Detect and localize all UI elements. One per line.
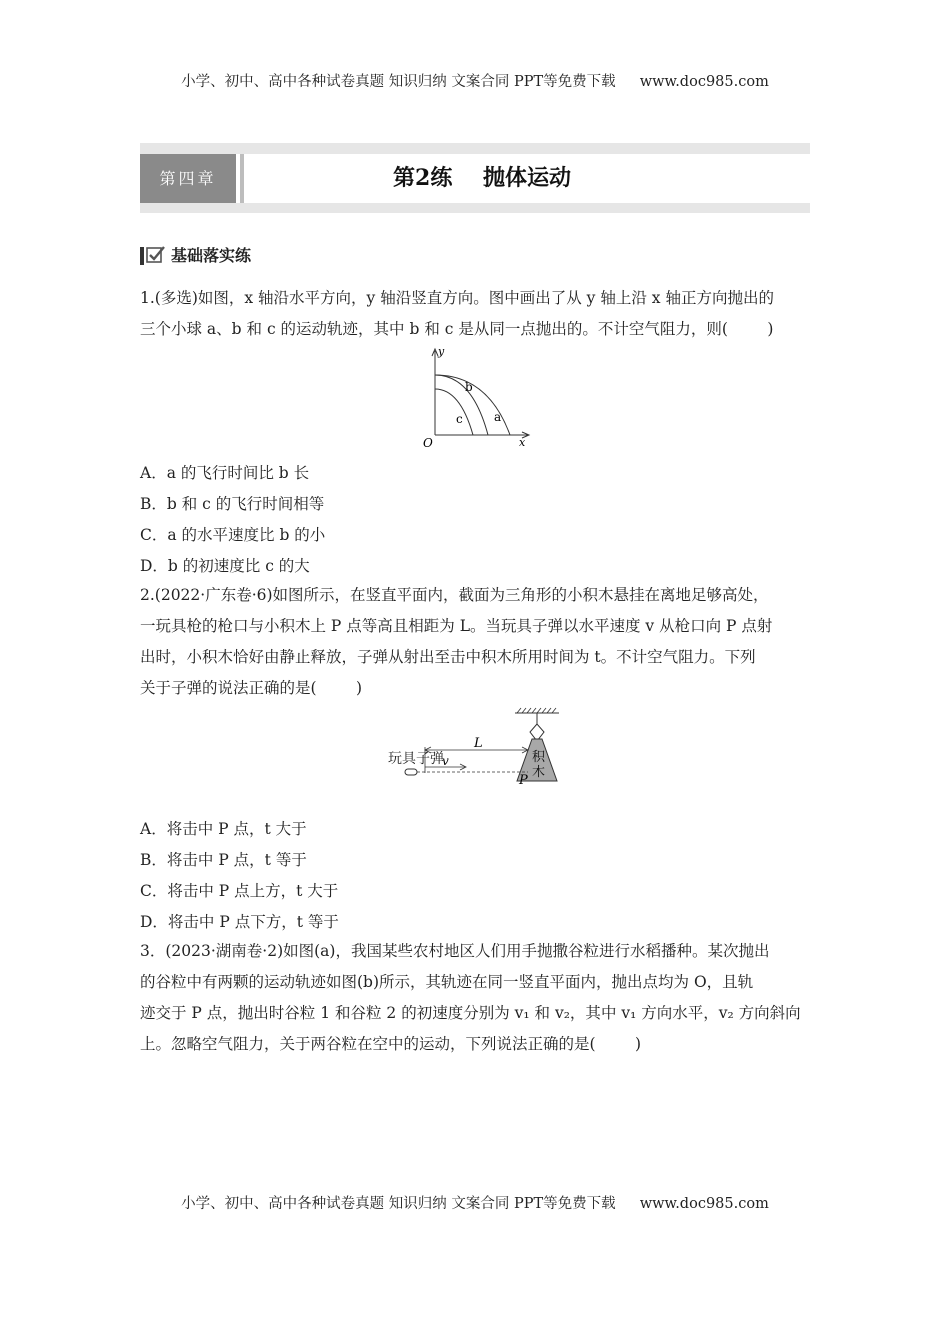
q3-line3: 迹交于 P 点，抛出时谷粒 1 和谷粒 2 的初速度分别为 v₁ 和 v₂，其中 v₁ 方向水平，v₂ 方向斜向 [140,1004,801,1022]
lesson-title: 第2练 抛体运动 [393,165,571,191]
q2-ceiling-hatch [517,708,556,713]
chapter-banner [140,143,810,213]
q2-clamp [530,724,544,741]
q1-option-a[interactable]: A．a 的飞行时间比 b 长 [140,464,310,482]
q2-block-label-1: 积 [532,750,546,765]
q2-gun-label: 玩具子弹 [388,751,444,767]
q2-line3: 出时，小积木恰好由静止释放，子弹从射出至击中积木所用时间为 t。不计空气阻力。下列 [140,648,756,666]
q2-line4: 关于子弹的说法正确的是( ) [140,679,363,697]
q3-line4: 上。忽略空气阻力，关于两谷粒在空中的运动，下列说法正确的是( ) [140,1035,642,1053]
footer-site: www.doc985.com [639,1196,769,1212]
q1-label-b: b [465,380,473,394]
q3-stem [140,936,812,1060]
q1-line1: 1.(多选)如图，x 轴沿水平方向，y 轴沿竖直方向。图中画出了从 y 轴上沿 x 轴正方向抛出的 [140,289,774,307]
header-site: www.doc985.com [639,74,769,90]
q3-line1: 3．(2023·湖南卷·2)如图(a)，我国某些农村地区人们用手抛撒谷粒进行水稻播种。某次抛出 [140,942,770,960]
q2-label-P: P [519,773,528,785]
q2-block-label-2: 木 [532,765,546,780]
section-label: 基础落实练 [171,246,252,265]
q1-label-c: c [456,412,463,426]
q1-option-d[interactable]: D．b 的初速度比 c 的大 [140,557,310,575]
q2-stem [140,580,812,704]
q1-figure [418,345,538,450]
q1-line2: 三个小球 a、b 和 c 的运动轨迹，其中 b 和 c 是从同一点抛出的。不计空气阻力，则( ) [140,320,774,338]
banner-top-rule [140,143,810,154]
q2-bullet-icon [405,769,417,775]
q2-option-d[interactable]: D．将击中 P 点下方，t 等于 [140,913,339,931]
q2-label-L: L [474,736,483,751]
q1-origin-label: O [423,436,433,450]
q1-stem [140,283,812,345]
q1-label-a: a [494,410,502,424]
page-footer [0,1192,950,1213]
q2-figure [385,705,570,785]
q1-trajectory-b [435,375,488,435]
q2-option-b[interactable]: B．将击中 P 点，t 等于 [140,851,307,869]
q1-option-b[interactable]: B．b 和 c 的飞行时间相等 [140,495,325,513]
q2-option-a[interactable]: A．将击中 P 点，t 大于 [140,820,307,838]
q2-label-v: v [442,754,449,768]
q2-line2: 一玩具枪的枪口与小积木上 P 点等高且相距为 L。当玩具子弹以水平速度 v 从枪口向 P 点射 [140,617,773,635]
q1-option-c[interactable]: C．a 的水平速度比 b 的小 [140,526,326,544]
chapter-label: 第四章 [140,154,236,203]
banner-bottom-rule [140,203,810,213]
section-bar [140,247,144,265]
q3-line2: 的谷粒中有两颗的运动轨迹如图(b)所示，其轨迹在同一竖直平面内，抛出点均为 O，且轨 [140,973,754,991]
page-header [0,70,950,91]
header-text: 小学、初中、高中各种试卷真题 知识归纳 文案合同 PPT等免费下载 [181,74,616,90]
footer-text: 小学、初中、高中各种试卷真题 知识归纳 文案合同 PPT等免费下载 [181,1196,616,1212]
checkbox-icon [146,245,166,265]
q2-option-c[interactable]: C．将击中 P 点上方，t 大于 [140,882,339,900]
q1-x-label: x [519,436,526,449]
q1-y-label: y [438,345,445,358]
q1-trajectory-c [435,389,473,435]
q2-line1: 2.(2022·广东卷·6)如图所示，在竖直平面内，截面为三角形的小积木悬挂在离地足够高处， [140,586,769,604]
